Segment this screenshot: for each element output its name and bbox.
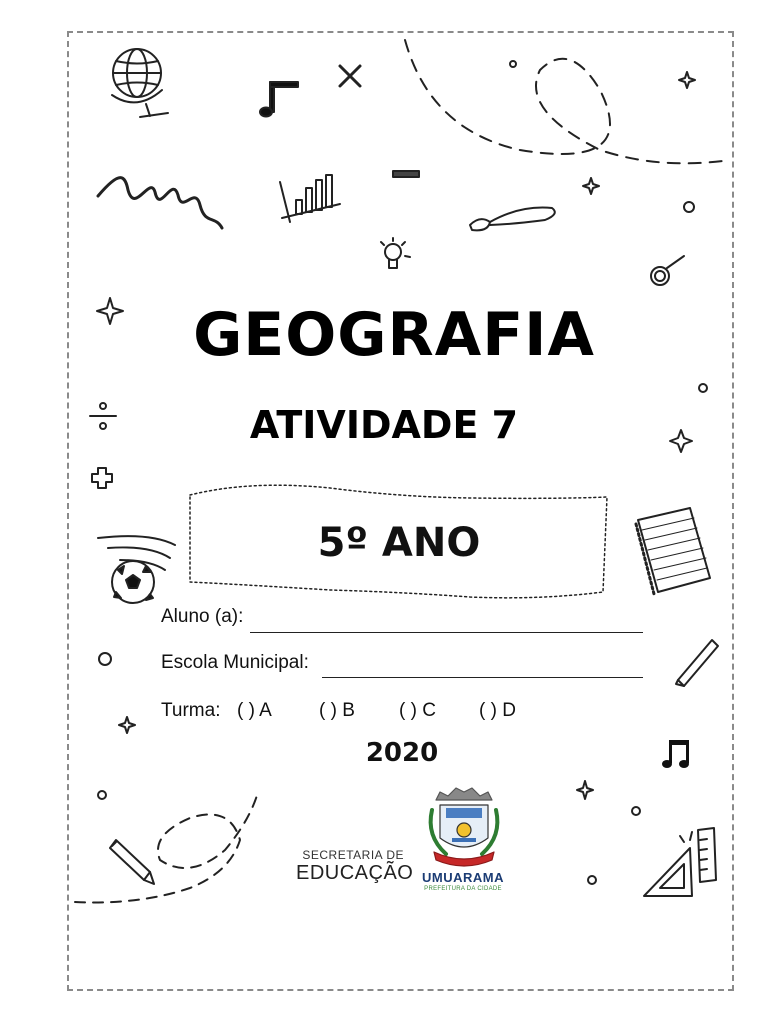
umuarama-seal [431, 788, 498, 866]
student-label: Aluno (a): [161, 606, 244, 627]
umuarama-logo [417, 870, 509, 892]
grade-label: 5º ANO [317, 520, 481, 566]
plus-icon [92, 468, 112, 488]
pencil-icon [676, 640, 718, 686]
music-note-icon [260, 82, 298, 117]
secretaria-line1: SECRETARIA DE [302, 848, 404, 862]
globe-icon [112, 49, 168, 117]
close-x-icon [340, 66, 360, 86]
city-name: UMUARAMA [422, 870, 504, 885]
school-label: Escola Municipal: [161, 652, 309, 673]
paintbrush-icon [470, 208, 555, 231]
activity-title: ATIVIDADE 7 [249, 403, 519, 447]
city-subtitle: PREFEITURA DA CIDADE [424, 886, 502, 892]
secretaria-line2: EDUCAÇÃO [296, 862, 414, 884]
scribble-icon [98, 178, 222, 228]
class-label: Turma: [161, 700, 221, 721]
notebook-icon [636, 508, 710, 594]
eraser-icon [393, 171, 419, 177]
pencil-icon-2 [110, 840, 154, 884]
school-name-line[interactable] [322, 677, 643, 678]
student-name-line[interactable] [250, 632, 643, 633]
class-option-c[interactable]: ( ) C [399, 700, 436, 721]
soccer-ball-icon [98, 536, 175, 603]
year-label: 2020 [365, 738, 439, 768]
class-option-a[interactable]: ( ) A [237, 700, 272, 721]
class-row [161, 700, 539, 722]
bar-chart-icon [280, 175, 340, 222]
class-option-d[interactable]: ( ) D [479, 700, 516, 721]
magnifier-icon [651, 256, 684, 285]
triangle-ruler-icon [644, 828, 716, 896]
secretaria-logo [296, 848, 414, 885]
subject-title: GEOGRAFIA [193, 300, 595, 370]
lightbulb-icon [381, 238, 410, 268]
class-option-b[interactable]: ( ) B [319, 700, 355, 721]
